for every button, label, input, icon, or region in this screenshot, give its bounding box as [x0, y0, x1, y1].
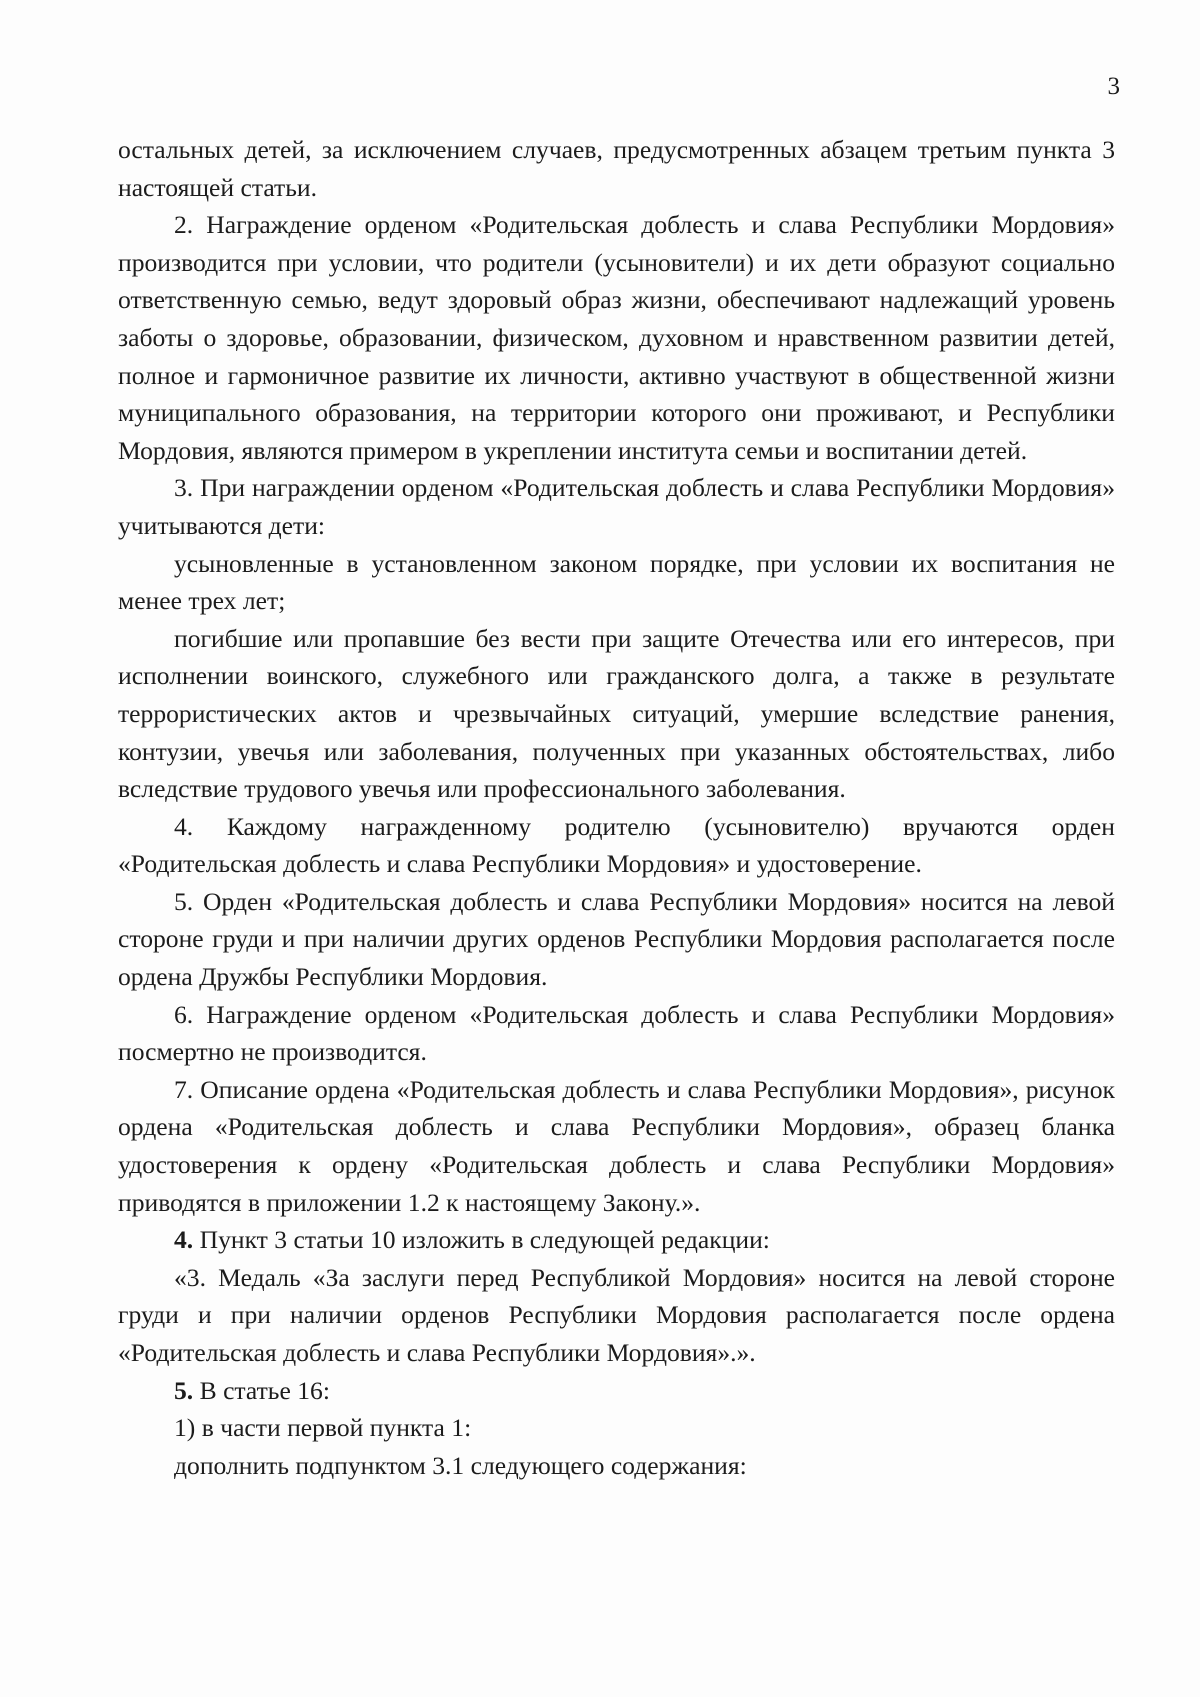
paragraph-continuation: остальных детей, за исключением случаев, предусмотренных абзацем третьим пункта 3 настоящей статьи.	[118, 135, 1115, 202]
paragraph-medal-text: «3. Медаль «За заслуги перед Республикой Мордовия» носится на левой стороне груди и при наличии орденов Республики Мордовия располагается после ордена «Родительская доблесть и слава Республики Мордовия».».	[118, 1262, 1115, 1367]
amendment-4-paragraph	[118, 1221, 1115, 1259]
amendment-text: В статье 16:	[193, 1375, 330, 1405]
paragraph-adopted-children: усыновленные в установленном законом порядке, при условии их воспитания не менее трех лет;	[118, 548, 1115, 616]
paragraph-subitem-1: 1) в части первой пункта 1:	[174, 1413, 472, 1443]
paragraph-item-6: 6. Награждение орденом «Родительская доблесть и слава Республики Мордовия» посмертно не производится.	[118, 999, 1115, 1067]
document-body	[118, 131, 1115, 1484]
paragraph-supplement: дополнить подпунктом 3.1 следующего содержания:	[174, 1450, 747, 1480]
paragraph-item-3: 3. При награждении орденом «Родительская доблесть и слава Республики Мордовия» учитываются дети:	[118, 473, 1115, 540]
paragraph-item-7: 7. Описание ордена «Родительская доблесть и слава Республики Мордовия», рисунок ордена «Родительская доблесть и слава Республики Мордовия», образец бланка удостоверения к ордену «Родительская доблесть и слава Республики Мордовия» приводятся в приложении 1.2 к настоящему Закону.».	[118, 1074, 1115, 1217]
paragraph-deceased-children: погибшие или пропавшие без вести при защите Отечества или его интересов, при исполнении воинского, служебного или гражданского долга, а также в результате террористических актов и чрезвычайных ситуаций, умершие вследствие ранения, контузии, увечья или заболевания, полученных при указанных обстоятельствах, либо вследствие трудового увечья или профессионального заболевания.	[118, 623, 1115, 804]
paragraph-item-5: 5. Орден «Родительская доблесть и слава Республики Мордовия» носится на левой стороне груди и при наличии других орденов Республики Мордовия располагается после ордена Дружбы Республики Мордовия.	[118, 886, 1115, 992]
paragraph-item-2: 2. Награждение орденом «Родительская доблесть и слава Республики Мордовия» производится при условии, что родители (усыновители) и их дети образуют социально ответственную семью, ведут здоровый образ жизни, обеспечивают надлежащий уровень заботы о здоровье, образовании, физическом, духовном и нравственном развитии детей, полное и гармоничное развитие их личности, активно участвуют в общественной жизни муниципального образования, на территории которого они проживают, и Республики Мордовия, являются примером в укреплении института семьи и воспитании детей.	[118, 210, 1115, 465]
amendment-text: Пункт 3 статьи 10 изложить в следующей редакции:	[193, 1225, 770, 1255]
amendment-number: 4.	[174, 1225, 194, 1255]
paragraph-item-4: 4. Каждому награжденному родителю (усыновителю) вручаются орден «Родительская доблесть и слава Республики Мордовия» и удостоверение.	[118, 811, 1115, 879]
amendment-number: 5.	[174, 1375, 194, 1405]
amendment-5-paragraph	[118, 1372, 1115, 1410]
page-number: 3	[1107, 73, 1120, 100]
